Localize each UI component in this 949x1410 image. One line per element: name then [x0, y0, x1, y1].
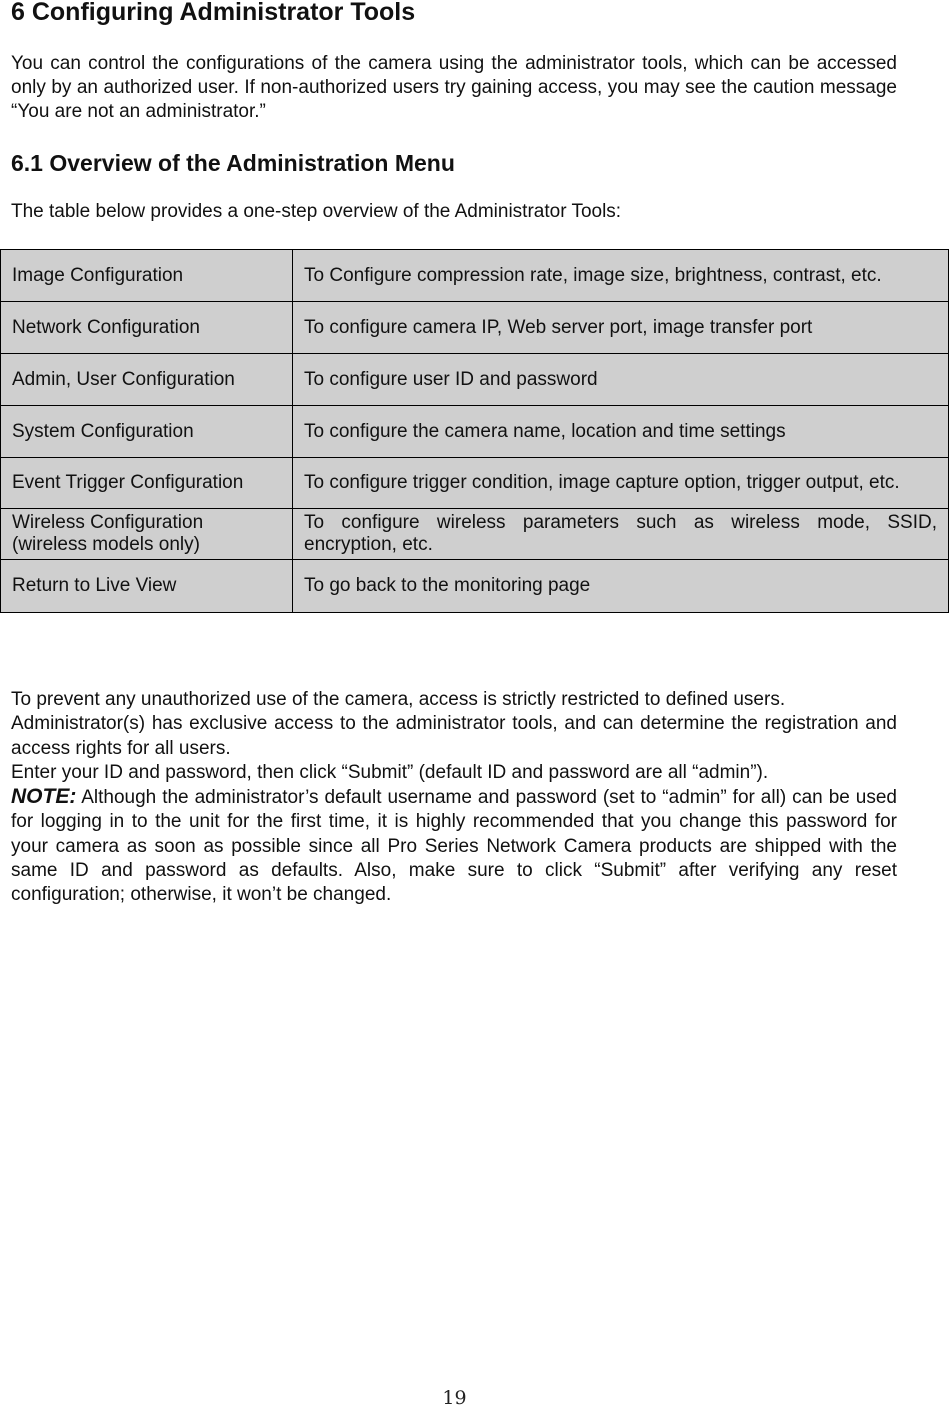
- menu-item-description: To configure the camera name, location and time settings: [293, 406, 949, 458]
- menu-item-name: System Configuration: [1, 406, 293, 458]
- menu-item-name: Image Configuration: [1, 250, 293, 302]
- menu-item-description: To configure wireless parameters such as wireless mode, SSID, encryption, etc.: [293, 509, 949, 560]
- access-info-section: [11, 688, 897, 908]
- table-intro: The table below provides a one-step overview of the Administrator Tools:: [11, 201, 622, 222]
- menu-item-description: To configure trigger condition, image capture option, trigger output, etc.: [293, 458, 949, 509]
- login-instructions-paragraph: Enter your ID and password, then click “Submit” (default ID and password are all “admin”).: [11, 761, 769, 783]
- menu-item-description: To configure user ID and password: [293, 354, 949, 406]
- note-text: Although the administrator’s default username and password (set to “admin” for all) can be used for logging in to the unit for the first time, it is highly recommended that you change this password for your camera as soon as possible since all Pro Series Network Camera products are shipped with the same ID and password as defaults. Also, make sure to click “Submit” after verifying any reset configuration; otherwise, it won’t be changed.: [11, 787, 897, 906]
- menu-item-name: Network Configuration: [1, 302, 293, 354]
- table-row: [1, 250, 949, 302]
- note-paragraph: [11, 785, 897, 907]
- menu-item-name: Wireless Configuration (wireless models only): [1, 509, 293, 560]
- menu-item-name: Event Trigger Configuration: [1, 458, 293, 509]
- menu-item-description: To Configure compression rate, image size, brightness, contrast, etc.: [293, 250, 949, 302]
- section-intro: You can control the configurations of the camera using the administrator tools, which can be accessed only by an authorized user. If non-authorized users try gaining access, you may see the caution message “You are not an administrator.”: [11, 53, 897, 122]
- table-row: [1, 560, 949, 613]
- table-row: [1, 302, 949, 354]
- admin-menu-table: [0, 249, 949, 613]
- table-row: [1, 406, 949, 458]
- table-row: [1, 458, 949, 509]
- note-label: NOTE:: [11, 785, 77, 809]
- menu-item-name: Admin, User Configuration: [1, 354, 293, 406]
- table-row: [1, 509, 949, 560]
- menu-item-description: To go back to the monitoring page: [293, 560, 949, 613]
- section-title: 6 Configuring Administrator Tools: [11, 0, 416, 26]
- access-restriction-paragraph: To prevent any unauthorized use of the camera, access is strictly restricted to defined users.: [11, 689, 786, 710]
- page-number: 19: [442, 1387, 467, 1409]
- subsection-title: 6.1 Overview of the Administration Menu: [11, 150, 455, 176]
- menu-item-name: Return to Live View: [1, 560, 293, 613]
- administrator-rights-paragraph: Administrator(s) has exclusive access to the administrator tools, and can determine the registration and access rights for all users.: [11, 713, 897, 759]
- table-row: [1, 354, 949, 406]
- menu-item-description: To configure camera IP, Web server port, image transfer port: [293, 302, 949, 354]
